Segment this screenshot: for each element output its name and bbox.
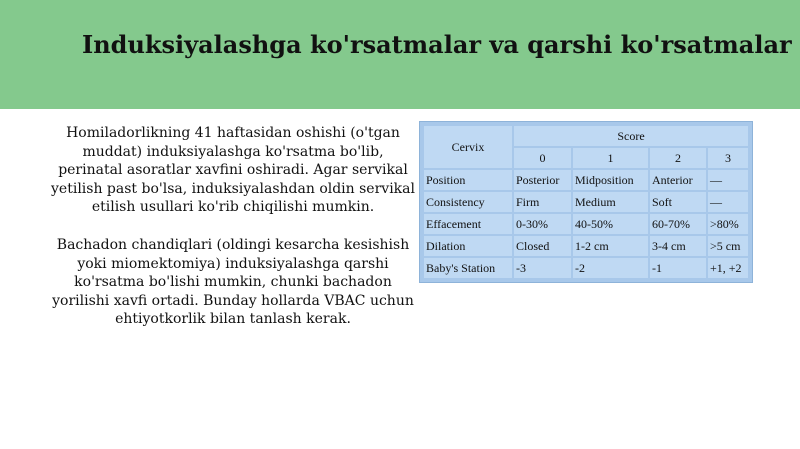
- table-row: [424, 258, 748, 278]
- table-cell: Anterior: [650, 170, 706, 190]
- table-row: [424, 236, 748, 256]
- title-banner: [0, 0, 800, 109]
- paragraph-contraindication: Bachadon chandiqlari (oldingi kesarcha kesishish yoki miomektomiya) induksiyalashga qarshi ko'rsatma bo'lishi mumkin, chunki bachadon yorilishi xavfi ortadi. Bunday hollarda VBAC uchun ehtiyotkorlik bilan tanlash kerak.: [52, 236, 414, 328]
- score-0: 0: [514, 148, 571, 168]
- table-cell: Midposition: [573, 170, 648, 190]
- table-row: [424, 192, 748, 212]
- table-row: [424, 214, 748, 234]
- table-cell: -3: [514, 258, 571, 278]
- table-row: [424, 170, 748, 190]
- table-cell: +1, +2: [708, 258, 748, 278]
- table-cell: -1: [650, 258, 706, 278]
- row-label: Position: [424, 170, 512, 190]
- score-table: [422, 124, 750, 280]
- table-header-row: [424, 126, 748, 146]
- row-label: Dilation: [424, 236, 512, 256]
- table-cell: Soft: [650, 192, 706, 212]
- table-cell: >5 cm: [708, 236, 748, 256]
- paragraph-indication: Homiladorlikning 41 haftasidan oshishi (o'tgan muddat) induksiyalashga ko'rsatma bo'lib, perinatal asoratlar xavfini oshiradi. Agar servikal yetilish past bo'lsa, induksiyalashdan oldin servikal etilish usullari ko'rib chiqilishi mumkin.: [51, 125, 415, 216]
- row-label: Baby's Station: [424, 258, 512, 278]
- header-score: Score: [514, 126, 748, 146]
- score-1: 1: [573, 148, 648, 168]
- table-cell: 60-70%: [650, 214, 706, 234]
- table-cell: 40-50%: [573, 214, 648, 234]
- bishop-score-table: [419, 121, 753, 283]
- header-cervix: Cervix: [424, 126, 512, 168]
- score-3: 3: [708, 148, 748, 168]
- score-2: 2: [650, 148, 706, 168]
- table-cell: —: [708, 170, 748, 190]
- body-text: [50, 124, 416, 348]
- table-cell: 3-4 cm: [650, 236, 706, 256]
- row-label: Effacement: [424, 214, 512, 234]
- table-cell: —: [708, 192, 748, 212]
- table-cell: Posterior: [514, 170, 571, 190]
- slide-title: Induksiyalashga ko'rsatmalar va qarshi ko'rsatmalar: [82, 30, 792, 59]
- table-cell: Medium: [573, 192, 648, 212]
- table-cell: 0-30%: [514, 214, 571, 234]
- table-cell: 1-2 cm: [573, 236, 648, 256]
- table-cell: Firm: [514, 192, 571, 212]
- row-label: Consistency: [424, 192, 512, 212]
- table-cell: >80%: [708, 214, 748, 234]
- table-cell: Closed: [514, 236, 571, 256]
- table-cell: -2: [573, 258, 648, 278]
